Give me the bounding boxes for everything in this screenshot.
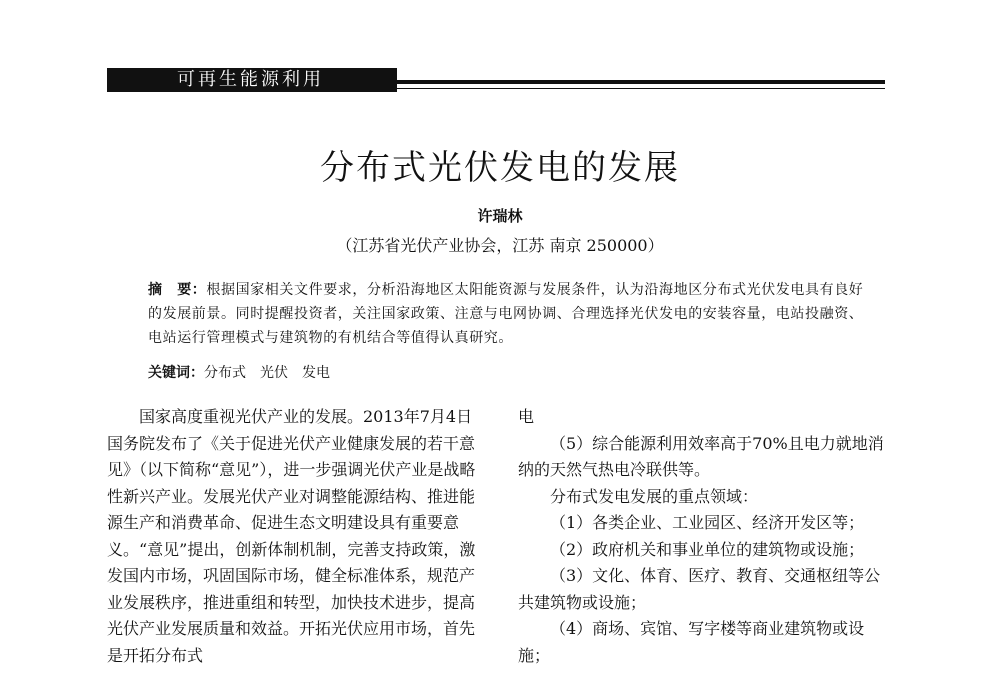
keywords-label: 关键词： bbox=[148, 365, 204, 381]
keywords-text: 分布式 光伏 发电 bbox=[204, 365, 330, 381]
header-rule-thin bbox=[397, 88, 885, 89]
focus-item-3: （3）文化、体育、医疗、教育、交通枢纽等公共建筑物或设施； bbox=[518, 566, 881, 612]
abstract bbox=[148, 278, 866, 350]
body-paragraph: 国家高度重视光伏产业的发展。2013年7月4日国务院发布了《关于促进光伏产业健康发展的若干意见》（以下简称“意见”），进一步强调光伏产业是战略性新兴产业。发展光伏产业对调整能源结构、推进能源生产和消费革命、促进生态文明建设具有重要意义。“意见”提出，创新体制机制，完善支持政策，激发国内市场，巩固国际市场，健全标准体系，规范产业发展秩序，推进重组和转型，加快技术进步，提高光伏产业发展质量和效益。开拓光伏应用市场，首先是开拓分布式 bbox=[107, 407, 476, 665]
body-column-left bbox=[107, 404, 479, 669]
keywords bbox=[148, 361, 866, 385]
body-column-right bbox=[518, 404, 890, 669]
focus-heading: 分布式发电发展的重点领域： bbox=[550, 486, 759, 506]
list-item-5: （5）综合能源利用效率高于70%且电力就地消纳的天然气热电冷联供等。 bbox=[518, 433, 884, 479]
abstract-text: 根据国家相关文件要求，分析沿海地区太阳能资源与发展条件，认为沿海地区分布式光伏发电具有良好的发展前景。同时提醒投资者，关注国家政策、注意与电网协调、合理选择光伏发电的安装容量，电站投融资、电站运行管理模式与建筑物的有机结合等值得认真研究。 bbox=[148, 282, 864, 346]
article-affiliation: （江苏省光伏产业协会，江苏 南京 250000） bbox=[336, 236, 664, 255]
continued-fragment: 电 bbox=[518, 407, 535, 426]
focus-item-2: （2）政府机关和事业单位的建筑物或设施； bbox=[550, 539, 865, 559]
abstract-label: 摘 要： bbox=[148, 282, 207, 298]
article-title: 分布式光伏发电的发展 bbox=[320, 148, 680, 188]
header-rule-thick bbox=[397, 80, 885, 84]
focus-item-4: （4）商场、宾馆、写字楼等商业建筑物或设施； bbox=[518, 619, 865, 665]
article-author: 许瑞林 bbox=[477, 207, 523, 225]
section-header-label: 可再生能源利用 bbox=[177, 69, 324, 90]
section-header bbox=[107, 68, 397, 92]
focus-item-1: （1）各类企业、工业园区、经济开发区等； bbox=[550, 513, 865, 532]
